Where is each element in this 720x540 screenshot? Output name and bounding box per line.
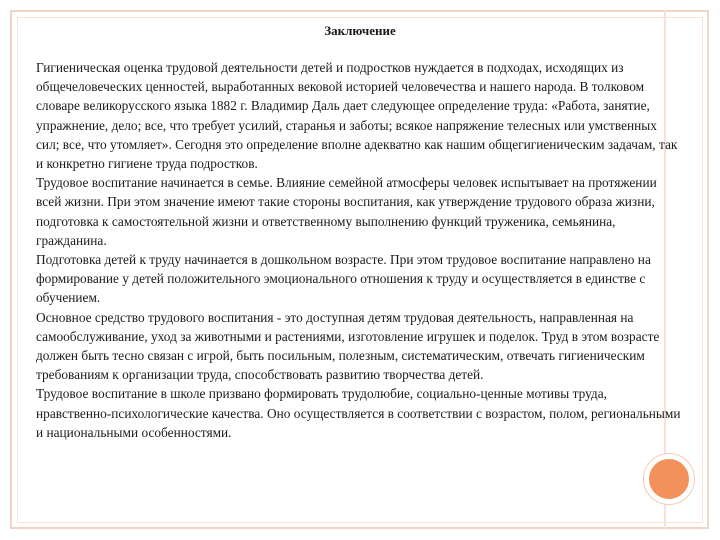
slide-body	[36, 58, 682, 442]
paragraph-5: Трудовое воспитание в школе призвано формировать трудолюбие, социально-ценные мотивы труда, нравственно-психологические качества. Оно осуществляется в соответствии с возрастом, полом, региональными и национальными особенностями.	[36, 386, 681, 440]
slide-title: Заключение	[324, 23, 396, 38]
paragraph-4: Основное средство трудового воспитания - это доступная детям трудовая деятельность, направленная на самообслуживание, уход за животными и растениями, изготовление игрушек и поделок. Труд в этом возрасте должен быть тесно связан с игрой, быть посильным, полезным, систематическим, отвечать гигиеническим требованиям к организации труда, способствовать развитию творчества детей.	[36, 309, 660, 383]
paragraph-3: Подготовка детей к труду начинается в дошкольном возрасте. При этом трудовое воспитание направлено на формирование у детей положительного эмоционального отношения к труду и осуществляется в единстве с обучением.	[36, 252, 651, 306]
paragraph-1: Гигиеническая оценка трудовой деятельности детей и подростков нуждается в подходах, исходящих из общечеловеческих ценностей, выработанных вековой историей человечества и нашего народа. В толковом словаре великорусского языка 1882 г. Владимир Даль дает следующее определение труда: «Работа, занятие, упражнение, дело; все, что требует усилий, старанья и заботы; всякое напряжение телесных или умственных сил; все, что утомляет». Сегодня это определение вполне адекватно как нашим общегигиеническим задачам, так и конкретно гигиене труда подростков.	[36, 60, 678, 172]
paragraph-2: Трудовое воспитание начинается в семье. Влияние семейной атмосферы человек испытывает на протяжении всей жизни. При этом значение имеют такие стороны воспитания, как утверждение трудового образа жизни, подготовка к самостоятельной жизни и ответственному выполнению функций труженика, семьянина, гражданина.	[36, 175, 657, 248]
decorative-circle	[644, 454, 694, 504]
